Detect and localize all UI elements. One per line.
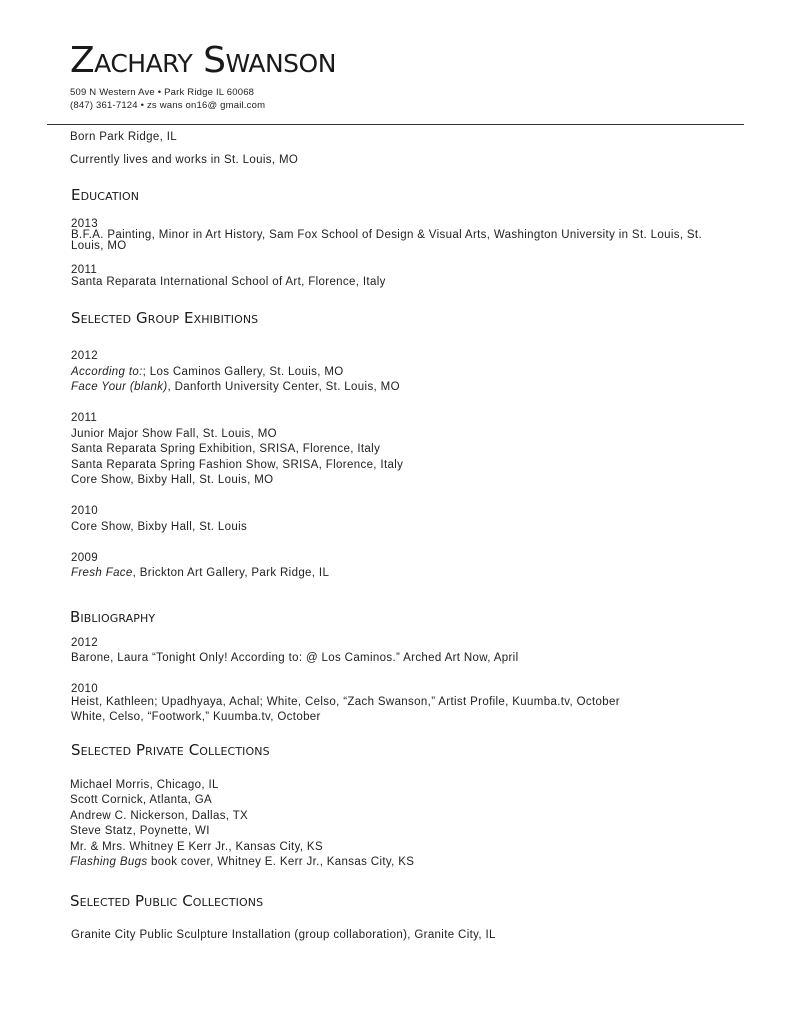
exhibition-year: 2009 — [71, 552, 98, 564]
resume-name: Zachary Swanson — [70, 40, 336, 81]
bibliography-item: White, Celso, “Footwork,” Kuumba.tv, October — [71, 711, 321, 723]
exhibition-details: , Danforth University Center, St. Louis, MO — [167, 381, 400, 393]
education-year: 2013 — [71, 218, 98, 230]
exhibition-item — [71, 567, 329, 579]
education-heading: Education — [71, 186, 140, 204]
contact-phone-email: (847) 361-7124 • zs wans on16@ gmail.com — [70, 100, 266, 111]
education-entry: Santa Reparata International School of Art, Florence, Italy — [71, 276, 386, 288]
group-exhibitions-heading: Selected Group Exhibitions — [71, 309, 259, 327]
public-collection-item: Granite City Public Sculpture Installation (group collaboration), Granite City, IL — [71, 929, 496, 941]
exhibition-item — [71, 366, 344, 378]
collection-title: Flashing Bugs — [70, 856, 148, 868]
education-year: 2011 — [71, 264, 98, 276]
exhibition-year: 2010 — [71, 505, 98, 517]
bibliography-item: Barone, Laura “Tonight Only! According to: @ Los Caminos.” Arched Art Now, April — [71, 652, 519, 664]
exhibition-year: 2011 — [71, 412, 98, 424]
exhibition-details: ; Los Caminos Gallery, St. Louis, MO — [142, 366, 344, 378]
private-collection-item: Michael Morris, Chicago, IL — [70, 779, 219, 791]
private-collection-item: Andrew C. Nickerson, Dallas, TX — [70, 810, 249, 822]
exhibition-title: Fresh Face — [71, 567, 133, 579]
exhibition-item — [71, 381, 400, 393]
private-collections-heading: Selected Private Collections — [71, 741, 270, 759]
bibliography-item: Heist, Kathleen; Upadhyaya, Achal; White, Celso, “Zach Swanson,” Artist Profile, Kuumba.tv, October — [71, 696, 620, 708]
education-entry: B.F.A. Painting, Minor in Art History, Sam Fox School of Design & Visual Arts, Washington University in St. Louis, St. Louis, MO — [71, 229, 703, 252]
contact-address: 509 N Western Ave • Park Ridge IL 60068 — [70, 87, 255, 98]
exhibition-item: Santa Reparata Spring Exhibition, SRISA, Florence, Italy — [71, 443, 381, 455]
exhibition-title: Face Your (blank) — [71, 381, 168, 393]
bibliography-year: 2012 — [71, 637, 98, 649]
private-collection-item: Steve Statz, Poynette, WI — [70, 825, 210, 837]
bibliography-year: 2010 — [71, 683, 98, 695]
private-collection-item: Mr. & Mrs. Whitney E Kerr Jr., Kansas City, KS — [70, 841, 323, 853]
public-collections-heading: Selected Public Collections — [70, 892, 264, 910]
private-collection-item: Scott Cornick, Atlanta, GA — [70, 794, 213, 806]
exhibition-title: According to: — [71, 366, 143, 378]
header-divider — [47, 124, 744, 125]
exhibition-item: Junior Major Show Fall, St. Louis, MO — [71, 428, 277, 440]
born-line: Born Park Ridge, IL — [70, 131, 178, 143]
lives-line: Currently lives and works in St. Louis, MO — [70, 154, 299, 166]
exhibition-details: , Brickton Art Gallery, Park Ridge, IL — [132, 567, 330, 579]
collection-details: book cover, Whitney E. Kerr Jr., Kansas City, KS — [147, 856, 415, 868]
exhibition-year: 2012 — [71, 350, 98, 362]
private-collection-item — [70, 856, 414, 868]
exhibition-item: Core Show, Bixby Hall, St. Louis, MO — [71, 474, 274, 486]
bibliography-heading: Bibliography — [70, 608, 156, 626]
exhibition-item: Santa Reparata Spring Fashion Show, SRISA, Florence, Italy — [71, 459, 404, 471]
exhibition-item: Core Show, Bixby Hall, St. Louis — [71, 521, 248, 533]
